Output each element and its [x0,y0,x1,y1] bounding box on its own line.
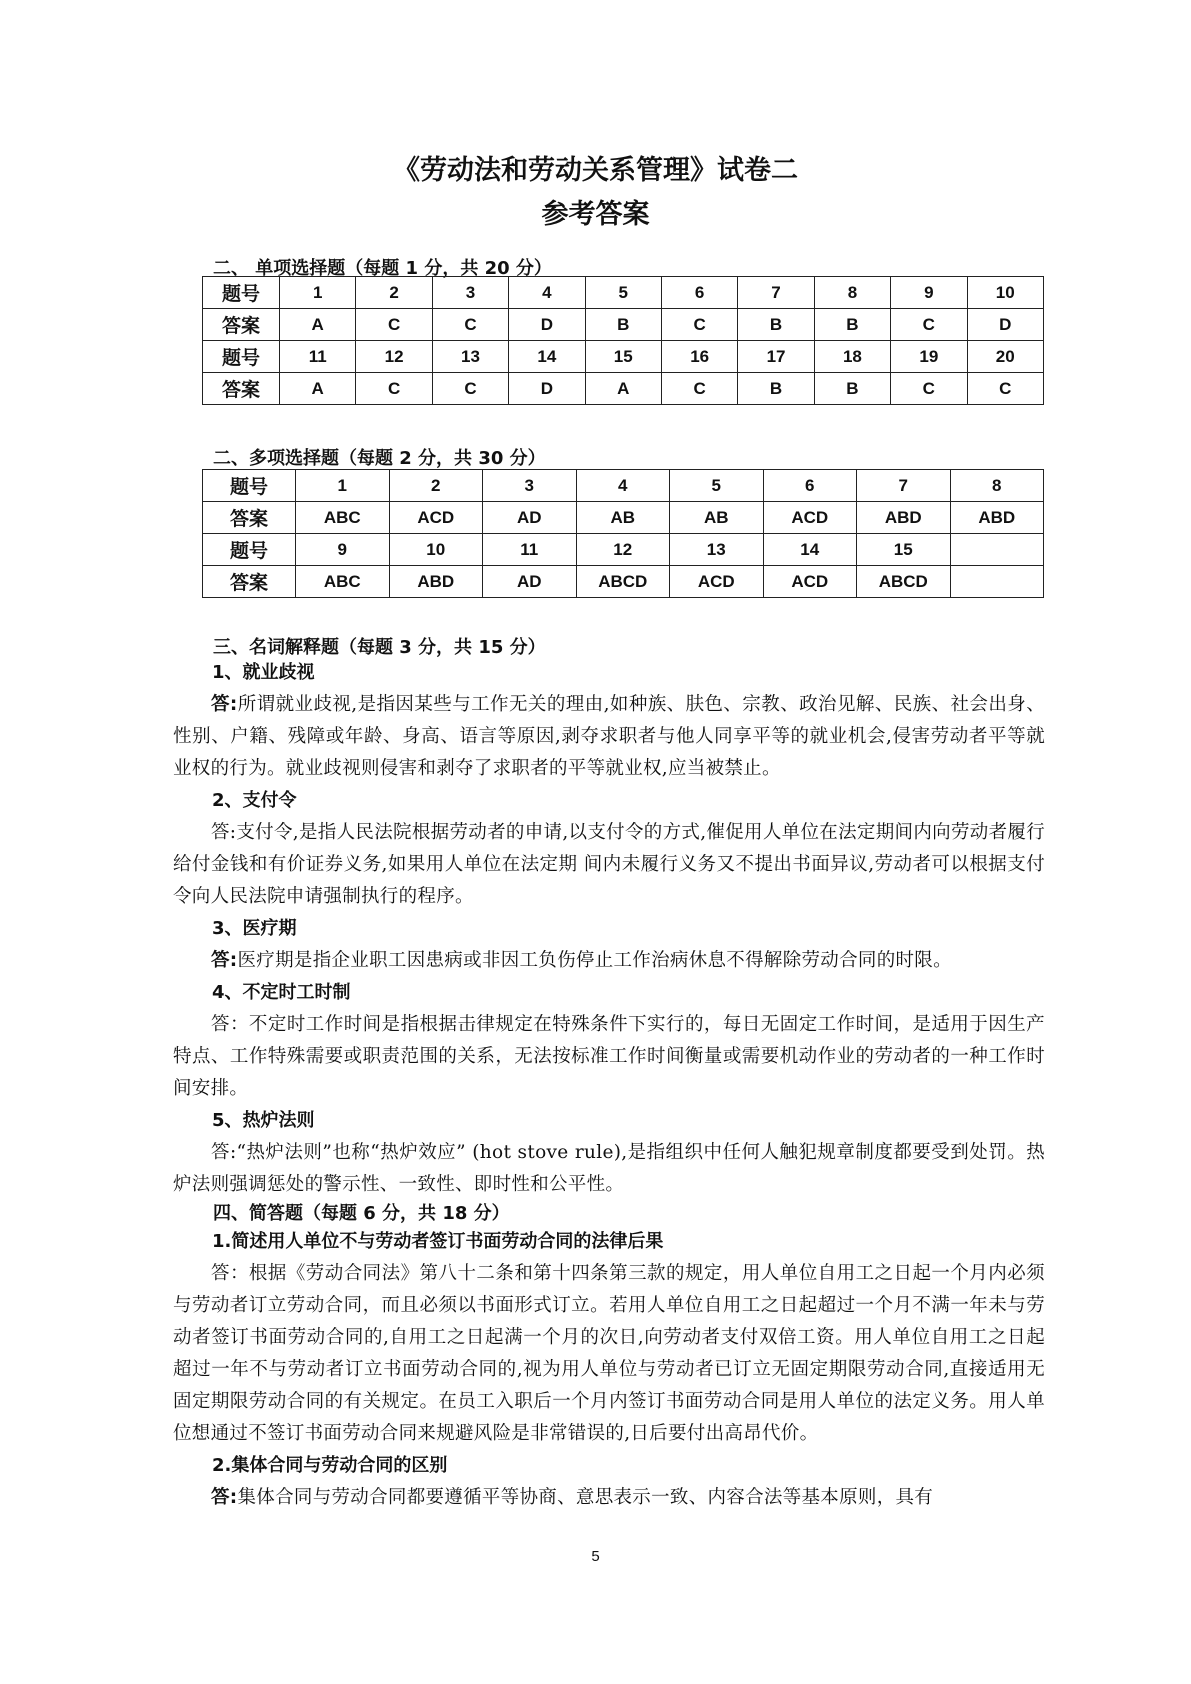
question-number: 12 [356,341,432,373]
question-number: 13 [432,341,508,373]
question-number: 4 [576,470,670,502]
question-number: 2 [356,277,432,309]
term-title: 3、医疗期 [212,918,297,939]
table-row [203,470,1044,502]
question-number: 4 [509,277,585,309]
term-title: 1、就业歧视 [212,662,315,683]
answer-cell: C [356,373,432,405]
short-answer-body [173,1226,1045,1514]
table-row [203,373,1044,405]
terms-body [173,657,1045,1201]
question-number: 9 [296,534,390,566]
answer-cell: A [585,373,661,405]
question-title: 2.集体合同与劳动合同的区别 [212,1455,448,1476]
table-row [203,277,1044,309]
question-answer: 答：根据《劳动合同法》第八十二条和第十四条第三款的规定，用人单位自用工之日起一个月内必须与劳动者订立劳动合同，而且必须以书面形式订立。若用人单位自用工之日起超过一个月不满一年未与劳动者签订书面劳动合同的,自用工之日起满一个月的次日,向劳动者支付双倍工资。用人单位自用工之日起超过一年不与劳动者订立书面劳动合同的,视为用人单位与劳动者已订立无固定期限劳动合同,直接适用无固定期限劳动合同的有关规定。在员工入职后一个月内签订书面劳动合同是用人单位的法定义务。用人单位想通过不签订书面劳动合同来规避风险是非常错误的,日后要付出高昂代价。 [173,1263,1045,1444]
question-number: 7 [738,277,814,309]
row-label-answer: 答案 [203,502,296,534]
table-row [203,341,1044,373]
answer-cell: ABCD [576,566,670,598]
row-label-question: 题号 [203,470,296,502]
answer-cell: ABC [296,502,390,534]
row-label-question: 题号 [203,341,280,373]
question-number: 20 [967,341,1043,373]
question-answer: 答:集体合同与劳动合同都要遵循平等协商、意思表示一致、内容合法等基本原则，具有 [211,1487,934,1508]
answer-cell: A [280,373,356,405]
answer-cell: C [356,309,432,341]
question-number: 12 [576,534,670,566]
page-title: 《劳动法和劳动关系管理》试卷二 [393,155,798,186]
answer-cell: ACD [670,566,764,598]
question-number: 1 [280,277,356,309]
term-title: 5、热炉法则 [212,1110,315,1131]
term-title: 2、支付令 [212,790,297,811]
question-number: 8 [950,470,1044,502]
table-row [203,309,1044,341]
answer-cell: C [661,373,737,405]
question-number: 16 [661,341,737,373]
row-label-answer: 答案 [203,566,296,598]
answer-cell: A [280,309,356,341]
row-label-question: 题号 [203,277,280,309]
row-label-answer: 答案 [203,373,280,405]
term-title: 4、不定时工时制 [212,982,351,1003]
answer-cell: AB [576,502,670,534]
empty-cell [950,566,1044,598]
answer-cell: AD [483,502,577,534]
question-number: 8 [814,277,890,309]
question-number: 11 [280,341,356,373]
answer-cell: ABD [950,502,1044,534]
question-number: 6 [661,277,737,309]
answer-cell: C [432,373,508,405]
answer-cell: B [738,373,814,405]
answer-cell: ABC [296,566,390,598]
table-row [203,502,1044,534]
answer-cell: B [738,309,814,341]
single-choice-table [202,276,1044,405]
question-number: 6 [763,470,857,502]
page-subtitle: 参考答案 [541,199,650,230]
question-number: 3 [483,470,577,502]
question-number: 5 [670,470,764,502]
question-number: 15 [585,341,661,373]
answer-cell: AD [483,566,577,598]
answer-cell: C [967,373,1043,405]
question-number: 10 [967,277,1043,309]
empty-cell [950,534,1044,566]
question-number: 13 [670,534,764,566]
term-answer: 答：不定时工作时间是指根据击律规定在特殊条件下实行的，每日无固定工作时间，是适用于因生产特点、工作特殊需要或职责范围的关系，无法按标准工作时间衡量或需要机动作业的劳动者的一种工作时间安排。 [173,1014,1045,1099]
answer-cell: C [661,309,737,341]
answer-cell: B [814,373,890,405]
question-number: 1 [296,470,390,502]
question-number: 2 [389,470,483,502]
terms-heading: 三、名词解释题（每题 3 分，共 15 分） [213,637,546,658]
question-number: 10 [389,534,483,566]
question-number: 19 [891,341,967,373]
question-number: 11 [483,534,577,566]
term-answer: 答:“热炉法则”也称“热炉效应” (hot stove rule),是指组织中任何人触犯规章制度都要受到处罚。热炉法则强调惩处的警示性、一致性、即时性和公平性。 [173,1142,1045,1195]
question-number: 7 [857,470,951,502]
term-answer: 答:支付令,是指人民法院根据劳动者的申请,以支付令的方式,催促用人单位在法定期间内向劳动者履行给付金钱和有价证券义务,如果用人单位在法定期 间内未履行义务又不提出书面异议,劳动者可以根据支付令向人民法院申请强制执行的程序。 [173,822,1045,907]
answer-cell: AB [670,502,764,534]
row-label-answer: 答案 [203,309,280,341]
multi-choice-heading: 二、多项选择题（每题 2 分，共 30 分） [213,448,546,469]
multi-choice-table [202,469,1044,598]
question-title: 1.简述用人单位不与劳动者签订书面劳动合同的法律后果 [212,1231,664,1252]
answer-cell: ACD [763,566,857,598]
question-number: 15 [857,534,951,566]
answer-cell: B [585,309,661,341]
answer-cell: D [967,309,1043,341]
question-number: 18 [814,341,890,373]
answer-cell: ABD [389,566,483,598]
page-number: 5 [591,1548,600,1565]
table-row [203,566,1044,598]
answer-cell: ABD [857,502,951,534]
answer-cell: C [891,309,967,341]
answer-cell: B [814,309,890,341]
answer-cell: C [432,309,508,341]
single-choice-heading: 二、 单项选择题（每题 1 分，共 20 分） [213,258,552,279]
answer-cell: D [509,373,585,405]
term-answer: 答:所谓就业歧视,是指因某些与工作无关的理由,如种族、肤色、宗教、政治见解、民族、社会出身、性别、户籍、残障或年龄、身高、语言等原因,剥夺求职者与他人同享平等的就业机会,侵害劳动者平等就业权的行为。就业歧视则侵害和剥夺了求职者的平等就业权,应当被禁止。 [173,694,1045,779]
question-number: 9 [891,277,967,309]
table-row [203,534,1044,566]
question-number: 3 [432,277,508,309]
answer-cell: ACD [763,502,857,534]
question-number: 17 [738,341,814,373]
answer-cell: ACD [389,502,483,534]
answer-cell: C [891,373,967,405]
question-number: 14 [509,341,585,373]
row-label-question: 题号 [203,534,296,566]
short-answer-heading: 四、简答题（每题 6 分，共 18 分） [213,1203,510,1224]
question-number: 14 [763,534,857,566]
question-number: 5 [585,277,661,309]
answer-cell: D [509,309,585,341]
term-answer: 答:医疗期是指企业职工因患病或非因工负伤停止工作治病休息不得解除劳动合同的时限。 [211,950,952,971]
answer-cell: ABCD [857,566,951,598]
